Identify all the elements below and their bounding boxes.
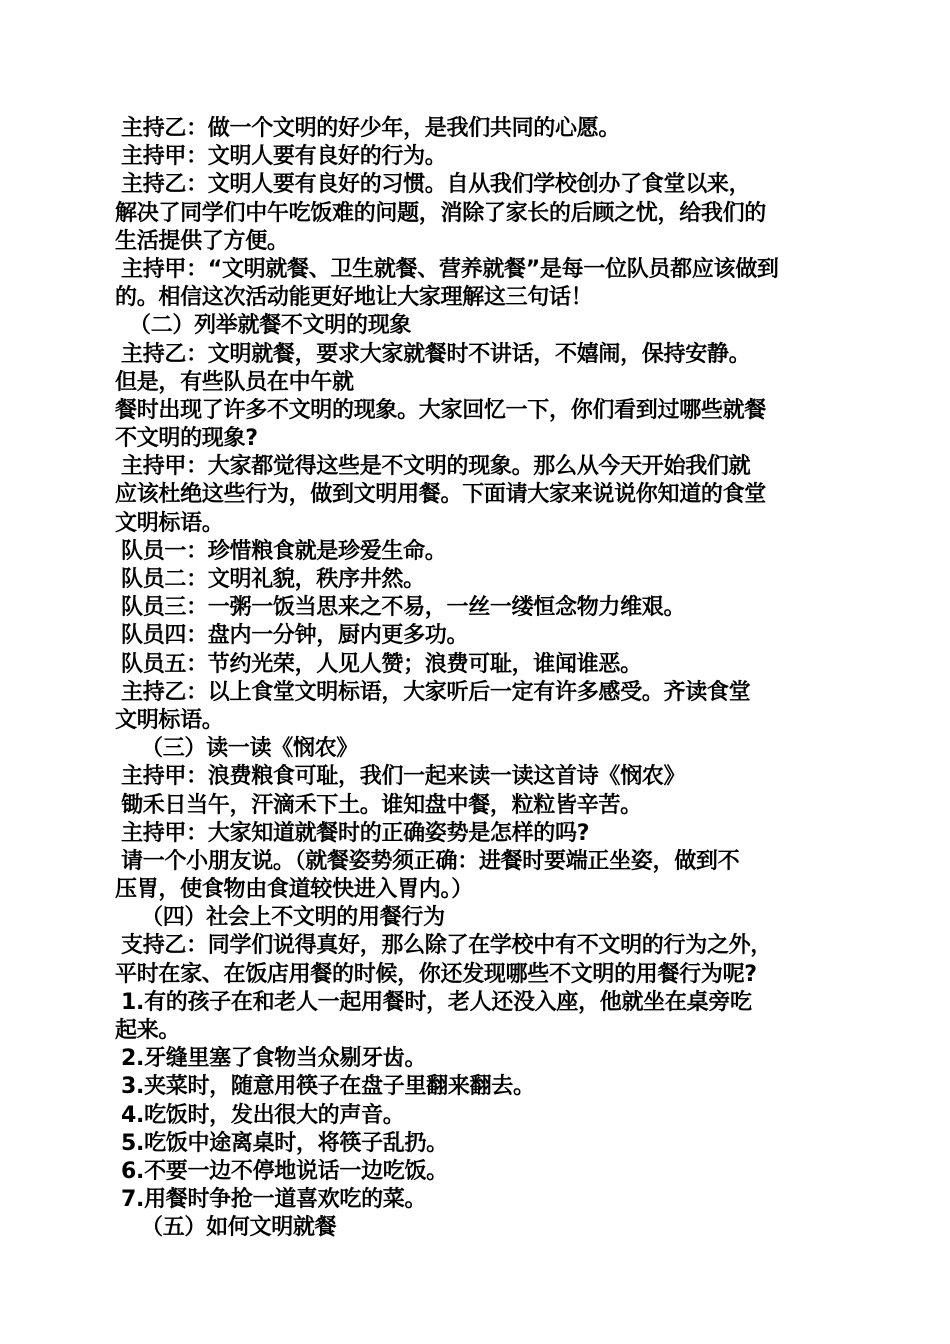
- text-line: 主持甲：大家都觉得这些是不文明的现象。那么从今天开始我们就: [121, 454, 751, 480]
- document-body: [115, 115, 840, 1243]
- text-line: （四）社会上不文明的用餐行为: [141, 905, 445, 931]
- text-line: 生活提供了方便。: [115, 228, 289, 254]
- text-line: 主持乙：文明就餐，要求大家就餐时不讲话，不嬉闹，保持安静。: [121, 341, 751, 367]
- text-line: 应该杜绝这些行为，做到文明用餐。下面请大家来说说你知道的食堂: [115, 482, 767, 508]
- text-line: 主持甲：大家知道就餐时的正确姿势是怎样的吗?: [121, 820, 590, 846]
- text-line: 主持甲：文明人要有良好的行为。: [121, 144, 447, 170]
- text-line: 平时在家、在饭店用餐的时候，你还发现哪些不文明的用餐行为呢?: [115, 961, 757, 987]
- text-line: 请一个小朋友说。（就餐姿势须正确：进餐时要端正坐姿，做到不: [121, 848, 740, 874]
- document-page: [115, 115, 840, 1243]
- text-line: 4.吃饭时，发出很大的声音。: [121, 1102, 405, 1128]
- text-line: 的。相信这次活动能更好地让大家理解这三句话！: [115, 285, 593, 311]
- text-line: 主持乙：文明人要有良好的习惯。自从我们学校创办了食堂以来，: [121, 172, 751, 198]
- text-line: 7.用餐时争抢一道喜欢吃的菜。: [121, 1187, 427, 1213]
- text-line: 餐时出现了许多不文明的现象。大家回忆一下，你们看到过哪些就餐: [115, 397, 767, 423]
- text-line: 主持甲：浪费粮食可耻，我们一起来读一读这首诗《悯农》: [121, 764, 686, 790]
- text-line: 支持乙：同学们说得真好，那么除了在学校中有不文明的行为之外，: [121, 933, 773, 959]
- text-line: 5.吃饭中途离桌时，将筷子乱扔。: [121, 1130, 448, 1156]
- text-line: 队员五：节约光荣，人见人赞；浪费可耻，谁闻谁恶。: [121, 651, 642, 677]
- text-line: 主持乙：以上食堂文明标语，大家听后一定有许多感受。齐读食堂: [121, 679, 751, 705]
- text-line: 解决了同学们中午吃饭难的问题，消除了家长的后顾之忧，给我们的: [115, 200, 767, 226]
- text-line: 队员二：文明礼貌，秩序井然。: [121, 567, 425, 592]
- text-line: 3.夹菜时，随意用筷子在盘子里翻来翻去。: [121, 1074, 535, 1100]
- text-line: 6.不要一边不停地说话一边吃饭。: [121, 1158, 448, 1184]
- text-line: 起来。: [115, 1018, 181, 1043]
- text-line: 文明标语。: [115, 707, 224, 733]
- text-line: 压胃，使食物由食道较快进入胃内。）: [115, 877, 473, 903]
- text-line: （三）读一读《悯农》: [141, 736, 359, 762]
- text-line: 队员三：一粥一饭当思来之不易，一丝一缕恒念物力维艰。: [121, 595, 686, 621]
- text-line: （二）列举就餐不文明的现象: [129, 313, 412, 339]
- text-line: （五）如何文明就餐: [141, 1215, 337, 1241]
- text-line: 主持乙：做一个文明的好少年，是我们共同的心愿。: [121, 116, 621, 141]
- text-line: 不文明的现象?: [115, 426, 258, 452]
- text-line: 文明标语。: [115, 510, 224, 536]
- text-line: 2.牙缝里塞了食物当众剔牙齿。: [121, 1046, 427, 1072]
- text-line: 1.有的孩子在和老人一起用餐时，老人还没入座，他就坐在桌旁吃: [121, 989, 752, 1015]
- text-line: 主持甲：“文明就餐、卫生就餐、营养就餐”是每一位队员都应该做到: [121, 256, 779, 282]
- text-line: 但是，有些队员在中午就: [115, 369, 354, 395]
- text-line: 队员一：珍惜粮食就是珍爱生命。: [121, 538, 447, 564]
- text-line: 队员四：盘内一分钟，厨内更多功。: [121, 623, 469, 649]
- text-line: 锄禾日当午，汗滴禾下土。谁知盘中餐，粒粒皆辛苦。: [121, 792, 642, 818]
